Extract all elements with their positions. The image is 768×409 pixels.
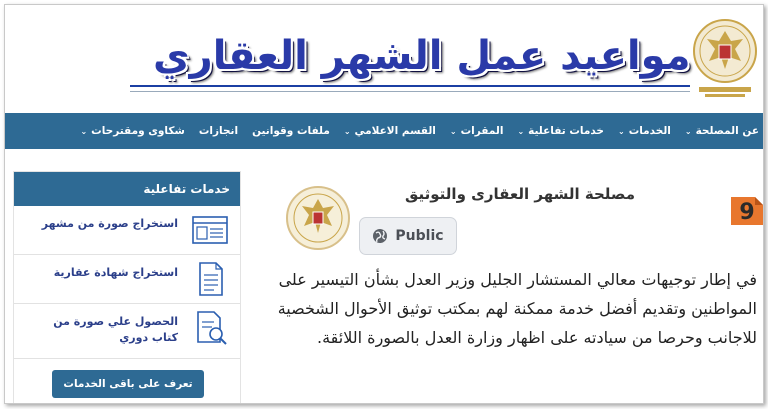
chevron-down-icon: ⌄ (80, 126, 88, 136)
post-page-name[interactable]: مصلحة الشهر العقارى والتوثيق (405, 185, 635, 203)
nav-interactive-services[interactable]: خدمات تفاعلية ⌄ (517, 125, 604, 137)
chevron-down-icon: ⌄ (684, 126, 692, 136)
screenshot-frame (4, 4, 764, 404)
site-badge-icon (727, 191, 764, 231)
site-header (5, 5, 763, 113)
main-navbar (5, 113, 763, 149)
audience-label: Public (395, 228, 444, 244)
more-services-button[interactable]: تعرف على باقى الخدمات (52, 370, 204, 398)
chevron-down-icon: ⌄ (449, 126, 457, 136)
nav-services[interactable]: الخدمات ⌄ (617, 125, 671, 137)
nav-files-laws[interactable]: ملفات وقوانين (252, 125, 330, 137)
sidebar-title: خدمات تفاعلية (14, 172, 240, 206)
nav-achievements[interactable]: انجازات (198, 125, 239, 137)
document-search-icon (190, 310, 230, 346)
sidebar-item-label: الحصول علي صورة من كتاب دوري (53, 315, 178, 344)
chevron-down-icon: ⌄ (617, 126, 625, 136)
nav-media[interactable]: القسم الاعلامي ⌄ (343, 125, 436, 137)
sidebar-item-registered-copy[interactable] (14, 206, 240, 255)
document-lines-icon (190, 261, 230, 297)
badge-glyph: 9 (739, 200, 755, 225)
globe-icon (372, 228, 388, 244)
page-headline: مواعيد عمل الشهر العقاري (153, 33, 691, 79)
sidebar-item-real-estate-certificate[interactable] (14, 255, 240, 304)
interactive-services-sidebar (13, 171, 241, 404)
nav-offices[interactable]: المقرات ⌄ (449, 125, 504, 137)
sidebar-item-label: استخراج صورة من مشهر (41, 217, 178, 230)
audience-public-button[interactable] (359, 217, 457, 255)
sidebar-item-periodical-copy[interactable] (14, 304, 240, 359)
post-body-text: في إطار توجيهات معالي المستشار الجليل وزير العدل بشأن التيسير على المواطنين وتقديم أفضل خدمة ممكنة لهم بمكتب توثيق الأحوال الشخصية للاجانب وحرصا من سيادته على اظهار وزارة العدل بالصورة اللائقة. (277, 270, 757, 347)
facebook-post (263, 165, 763, 403)
page-avatar[interactable] (285, 185, 351, 251)
nav-complaints[interactable]: شكاوى ومقترحات ⌄ (80, 125, 185, 137)
headline-underline (130, 85, 690, 87)
sidebar-item-label: استخراج شهادة عقارية (53, 266, 178, 279)
egypt-eagle-seal-icon[interactable] (691, 17, 759, 99)
headline-underline-thin (130, 91, 690, 92)
chevron-down-icon: ⌄ (517, 126, 525, 136)
nav-about[interactable]: عن المصلحة ⌄ (684, 125, 759, 137)
chevron-down-icon: ⌄ (343, 126, 351, 136)
form-document-icon (190, 212, 230, 248)
